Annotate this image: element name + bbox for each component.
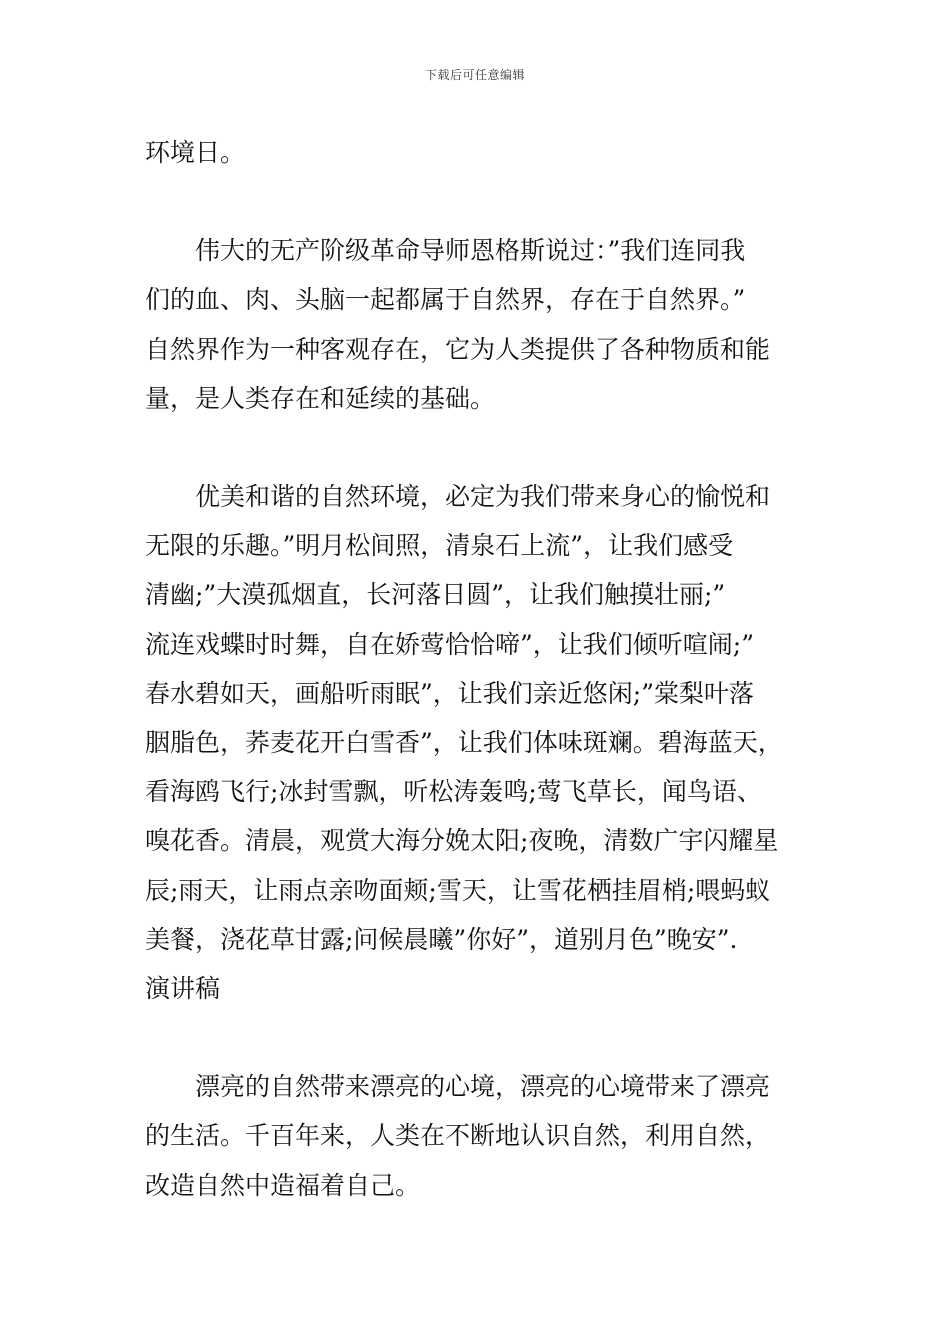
document-body (145, 128, 825, 1210)
text-line: 们的血、肉、头脑一起都属于自然界，存在于自然界。” (145, 285, 746, 315)
text-line: 改造自然中造福着自己。 (145, 1170, 421, 1200)
text-line: 环境日。 (145, 138, 246, 167)
paragraph-4 (145, 1062, 825, 1210)
paragraph-3 (145, 472, 825, 1013)
text-line: 嗅花香。清晨，观赏大海分娩太阳;夜晚，清数广宇闪耀星 (145, 826, 779, 856)
text-line: 无限的乐趣。”明月松间照，清泉石上流”，让我们感受 (145, 531, 734, 561)
paragraph-1 (145, 128, 825, 177)
text-line: 漂亮的自然带来漂亮的心境，漂亮的心境带来了漂亮 (195, 1072, 771, 1102)
text-line: 看海鸥飞行;冰封雪飘，听松涛轰鸣;莺飞草长，闻鸟语、 (145, 777, 762, 807)
header-note: 下载后可任意编辑 (424, 68, 525, 82)
text-line: 清幽;”大漠孤烟直，长河落日圆”，让我们触摸壮丽;” (145, 580, 726, 610)
text-line: 优美和谐的自然环境，必定为我们带来身心的愉悦和 (195, 482, 771, 512)
text-line: 春水碧如天，画船听雨眠”，让我们亲近悠闲;”棠梨叶落 (145, 678, 754, 708)
text-line: 自然界作为一种客观存在，它为人类提供了各种物质和能 (145, 334, 771, 364)
text-line: 流连戏蝶时时舞，自在娇莺恰恰啼”，让我们倾听喧闹;” (145, 629, 754, 659)
text-line: 辰;雨天，让雨点亲吻面颊;雪天，让雪花栖挂眉梢;喂蚂蚁 (145, 875, 771, 905)
text-line: 量，是人类存在和延续的基础。 (145, 383, 496, 413)
paragraph-gap (145, 177, 825, 226)
text-line: 演讲稿 (145, 974, 221, 1004)
paragraph-gap (145, 423, 825, 472)
paragraph-2 (145, 226, 825, 423)
text-line: 美餐，浇花草甘露;问候晨曦”你好”，道别月色”晚安”. (145, 924, 738, 954)
text-line: 伟大的无产阶级革命导师恩格斯说过：”我们连同我 (195, 236, 746, 266)
text-line: 的生活。千百年来，人类在不断地认识自然，利用自然， (145, 1121, 771, 1151)
paragraph-gap (145, 1013, 825, 1062)
text-line: 胭脂色，荞麦花开白雪香”，让我们体味斑斓。碧海蓝天， (145, 728, 783, 758)
